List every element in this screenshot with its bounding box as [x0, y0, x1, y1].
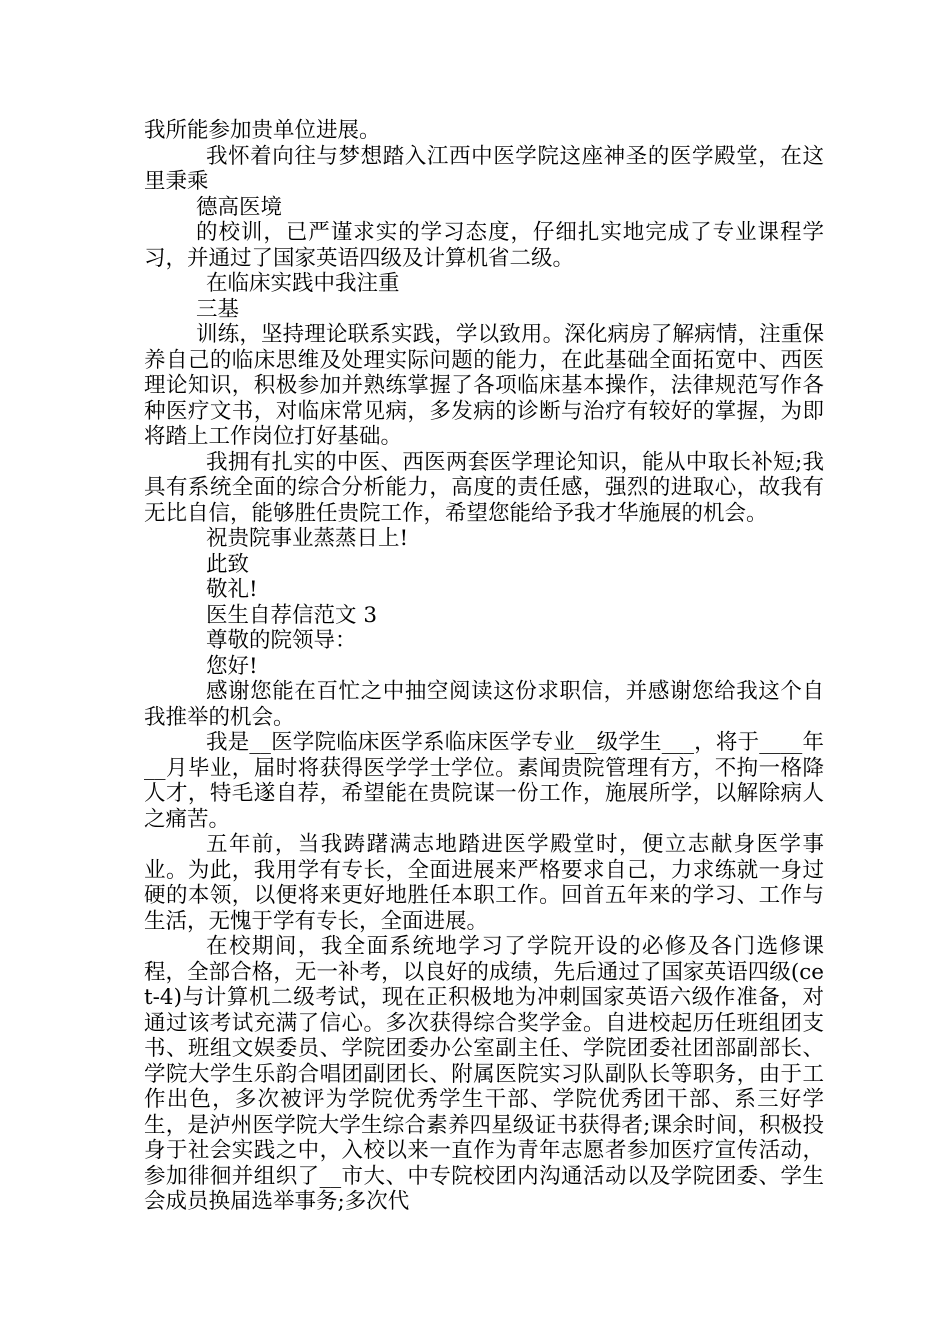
- paragraph: 感谢您能在百忙之中抽空阅读这份求职信，并感谢您给我这个自我推举的机会。: [144, 679, 824, 730]
- paragraph: 我是__医学院临床医学系临床医学专业__级学生___，将于____年__月毕业，届时将获得医学学士学位。素闻贵院管理有方，不拘一格降人才，特毛遂自荐，希望能在贵院谋一份工作，施展所学，以解除病人之痛苦。: [144, 730, 824, 832]
- section-title: 医生自荐信范文 3: [206, 602, 378, 628]
- closing-regards: 敬礼!: [206, 577, 258, 602]
- paragraph: 五年前，当我踌躇满志地踏进医学殿堂时，便立志献身医学事业。为此，我用学有专长，全面进展来严格要求自己，力求练就一身过硬的本领，以便将来更好地胜任本职工作。回首五年来的学习、工作与生活，无愧于学有专长，全面进展。: [144, 832, 824, 934]
- paragraph: 三基: [196, 296, 240, 322]
- paragraph: 在临床实践中我注重: [206, 271, 400, 296]
- paragraph: 德高医境: [196, 194, 283, 220]
- greeting: 您好!: [206, 653, 258, 679]
- paragraph: 训练，坚持理论联系实践，学以致用。深化病房了解病情，注重保养自己的临床思维及处理实际问题的能力，在此基础全面拓宽中、西医理论知识，积极参加并熟练掌握了各项临床基本操作，法律规范写作各种医疗文书，对临床常见病，多发病的诊断与治疗有较好的掌握，为即将踏上工作岗位打好基础。: [144, 322, 824, 449]
- paragraph: 我拥有扎实的中医、西医两套医学理论知识，能从中取长补短;我具有系统全面的综合分析能力，高度的责任感，强烈的进取心，故我有无比自信，能够胜任贵院工作，希望您能给予我才华施展的机会。: [144, 449, 824, 526]
- greeting-addressee: 尊敬的院领导：: [206, 628, 357, 653]
- letter-body: [144, 118, 824, 1215]
- closing-salutation: 此致: [206, 551, 250, 577]
- paragraph: 在校期间，我全面系统地学习了学院开设的必修及各门选修课程，全部合格，无一补考，以良好的成绩，先后通过了国家英语四级(cet-4)与计算机二级考试，现在正积极地为冲刺国家英语六级作准备，对通过该考试充满了信心。多次获得综合奖学金。自进校起历任班组团支书、班组文娱委员、学院团委办公室副主任、学院团委社团部副部长、学院大学生乐韵合唱团副团长、附属医院实习队副队长等职务，由于工作出色，多次被评为学院优秀学生干部、学院优秀团干部、系三好学生，是泸州医学院大学生综合素养四星级证书获得者;课余时间，积极投身于社会实践之中，入校以来一直作为青年志愿者参加医疗宣传活动，参加徘徊并组织了__市大、中专院校团内沟通活动以及学院团委、学生会成员换届选举事务;多次代: [144, 934, 824, 1214]
- paragraph: 我怀着向往与梦想踏入江西中医学院这座神圣的医学殿堂，在这里秉乘: [144, 143, 824, 194]
- closing-wish: 祝贵院事业蒸蒸日上!: [206, 526, 409, 551]
- paragraph: 的校训，已严谨求实的学习态度，仔细扎实地完成了专业课程学习，并通过了国家英语四级及计算机省二级。: [144, 220, 824, 271]
- paragraph: 我所能参加贵单位进展。: [144, 118, 381, 143]
